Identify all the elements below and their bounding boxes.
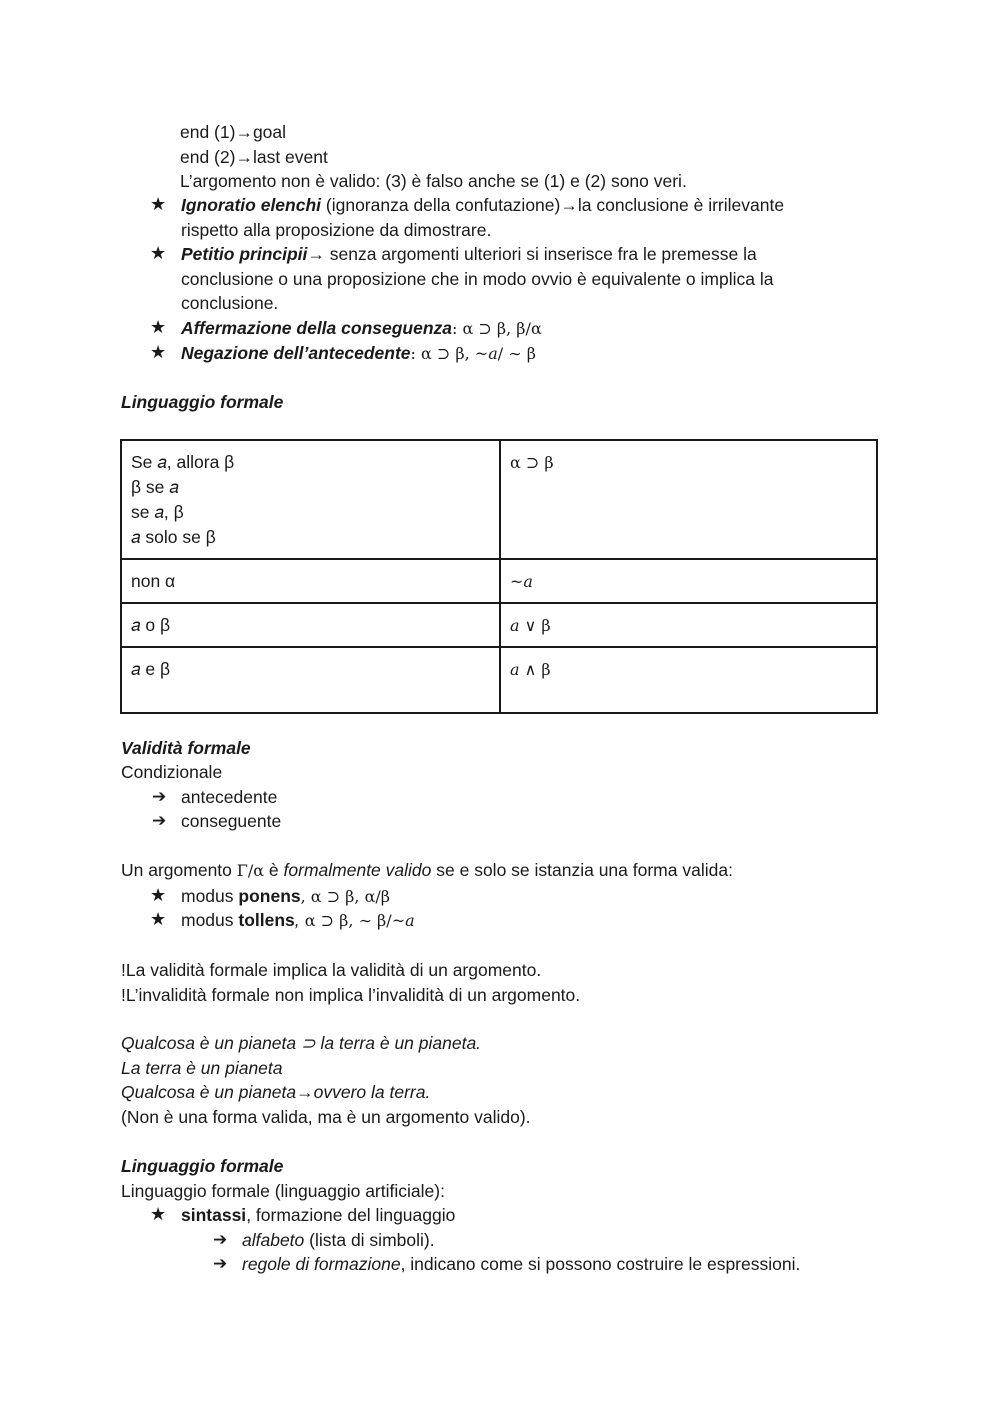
section-heading-validita: Validità formale [121, 738, 251, 758]
cell-line: non α [131, 571, 176, 591]
negazione-item [181, 341, 536, 366]
ponens-formula: , α ⊃ β, α/β [300, 887, 391, 906]
ignoratio-line2: rispetto alla proposizione da dimostrare. [181, 220, 492, 240]
alfabeto-item [242, 1228, 435, 1252]
formal-validity-definition [121, 858, 733, 883]
ignoratio-text: (ignoranza della confutazione)→la conclusione è irrilevante [321, 195, 785, 215]
example-comment: (Non è una forma valida, ma è un argomento valido). [121, 1107, 531, 1127]
ponens-label: ponens [238, 886, 301, 906]
cell-formula: 𝑎 ∨ β [510, 616, 551, 635]
cell-formula: α ⊃ β [510, 453, 554, 472]
alfabeto-text: (lista di simboli). [304, 1230, 435, 1250]
note-validity: !La validità formale implica la validità di un argomento. [121, 960, 542, 980]
argument-invalid-line: L’argomento non è valido: (3) è falso anche se (1) e (2) sono veri. [180, 171, 687, 191]
modus-label: modus [181, 910, 239, 930]
regole-text: , indicano come si possono costruire le espressioni. [400, 1254, 801, 1274]
table-cell [121, 647, 500, 713]
table-cell [121, 440, 500, 559]
definition-text: se e solo se istanzia una forma valida: [431, 860, 733, 880]
note-invalidity: !L’invalidità formale non implica l’invalidità di un argomento. [121, 985, 581, 1005]
star-bullet-icon: ★ [150, 885, 167, 906]
condizionale-label: Condizionale [121, 762, 223, 782]
table-row [121, 647, 877, 713]
conseguente-item: conseguente [181, 811, 282, 831]
cell-line: se 𝑎, β [131, 502, 184, 522]
star-bullet-icon: ★ [150, 342, 167, 363]
sintassi-label: sintassi [181, 1205, 247, 1225]
arrow-bullet-icon: ➔ [213, 1230, 228, 1250]
cell-formula: ~𝑎 [510, 572, 533, 591]
tollens-label: tollens [238, 910, 295, 930]
affermazione-title: Affermazione della conseguenza [181, 318, 453, 338]
star-bullet-icon: ★ [150, 1204, 167, 1225]
linguaggio-intro: Linguaggio formale (linguaggio artificiale): [121, 1181, 445, 1201]
cell-line: 𝑎 solo se β [131, 527, 216, 547]
example-line: Qualcosa è un pianeta→ovvero la terra. [121, 1082, 431, 1102]
cell-line: 𝑎 o β [131, 615, 171, 635]
end-goal-line: end (1)→goal [180, 122, 287, 142]
regole-item [242, 1252, 800, 1276]
table-row [121, 440, 877, 559]
petitio-line2: conclusione o una proposizione che in modo ovvio è equivalente o implica la [181, 269, 774, 289]
cell-line: 𝑎 e β [131, 659, 171, 679]
table-cell [121, 559, 500, 603]
example-line: La terra è un pianeta [121, 1058, 283, 1078]
cell-formula: 𝑎 ∧ β [510, 660, 551, 679]
end-last-event-line: end (2)→last event [180, 147, 328, 167]
ignoratio-elenchi-item [181, 193, 784, 217]
definition-text: è [264, 860, 284, 880]
modus-label: modus [181, 886, 239, 906]
definition-formula: Γ/α [236, 861, 265, 880]
petitio-line3: conclusione. [181, 293, 279, 313]
table-cell [500, 647, 877, 713]
regole-label: regole di formazione [242, 1254, 401, 1274]
ignoratio-title: Ignoratio elenchi [181, 195, 322, 215]
petitio-principii-item [181, 242, 757, 266]
translation-table [120, 439, 878, 714]
affermazione-item [181, 316, 542, 341]
table-cell [121, 603, 500, 647]
petitio-text: → senza argomenti ulteriori si inserisce fra le premesse la [307, 244, 757, 264]
cell-line: Se 𝑎, allora β [131, 452, 235, 472]
table-cell [500, 559, 877, 603]
cell-line: β se 𝑎 [131, 477, 179, 497]
arrow-bullet-icon: ➔ [213, 1254, 228, 1274]
sintassi-text: , formazione del linguaggio [246, 1205, 456, 1225]
antecedente-item: antecedente [181, 787, 278, 807]
star-bullet-icon: ★ [150, 317, 167, 338]
modus-ponens-item [181, 884, 390, 909]
affermazione-formula: : α ⊃ β, β/α [452, 319, 542, 338]
definition-emphasis: formalmente valido [283, 860, 432, 880]
table-row [121, 559, 877, 603]
table-cell [500, 440, 877, 559]
negazione-title: Negazione dell’antecedente [181, 343, 411, 363]
star-bullet-icon: ★ [150, 243, 167, 264]
arrow-bullet-icon: ➔ [152, 811, 167, 831]
section-heading-linguaggio-2: Linguaggio formale [121, 1156, 284, 1176]
table-row [121, 603, 877, 647]
modus-tollens-item [181, 908, 415, 933]
table-cell [500, 603, 877, 647]
petitio-title: Petitio principii [181, 244, 308, 264]
negazione-formula: : α ⊃ β, ~𝑎/ ∼ β [410, 344, 536, 363]
tollens-formula: α ⊃ β, ∼ β/~𝑎 [299, 911, 415, 930]
sintassi-item [181, 1203, 455, 1227]
alfabeto-label: alfabeto [242, 1230, 305, 1250]
definition-text: Un argomento [121, 860, 237, 880]
example-line: Qualcosa è un pianeta ⊃ la terra è un pianeta. [121, 1033, 482, 1053]
tollens-comma: , [294, 910, 300, 930]
arrow-bullet-icon: ➔ [152, 787, 167, 807]
star-bullet-icon: ★ [150, 909, 167, 930]
star-bullet-icon: ★ [150, 194, 167, 215]
section-heading-linguaggio: Linguaggio formale [121, 392, 284, 412]
